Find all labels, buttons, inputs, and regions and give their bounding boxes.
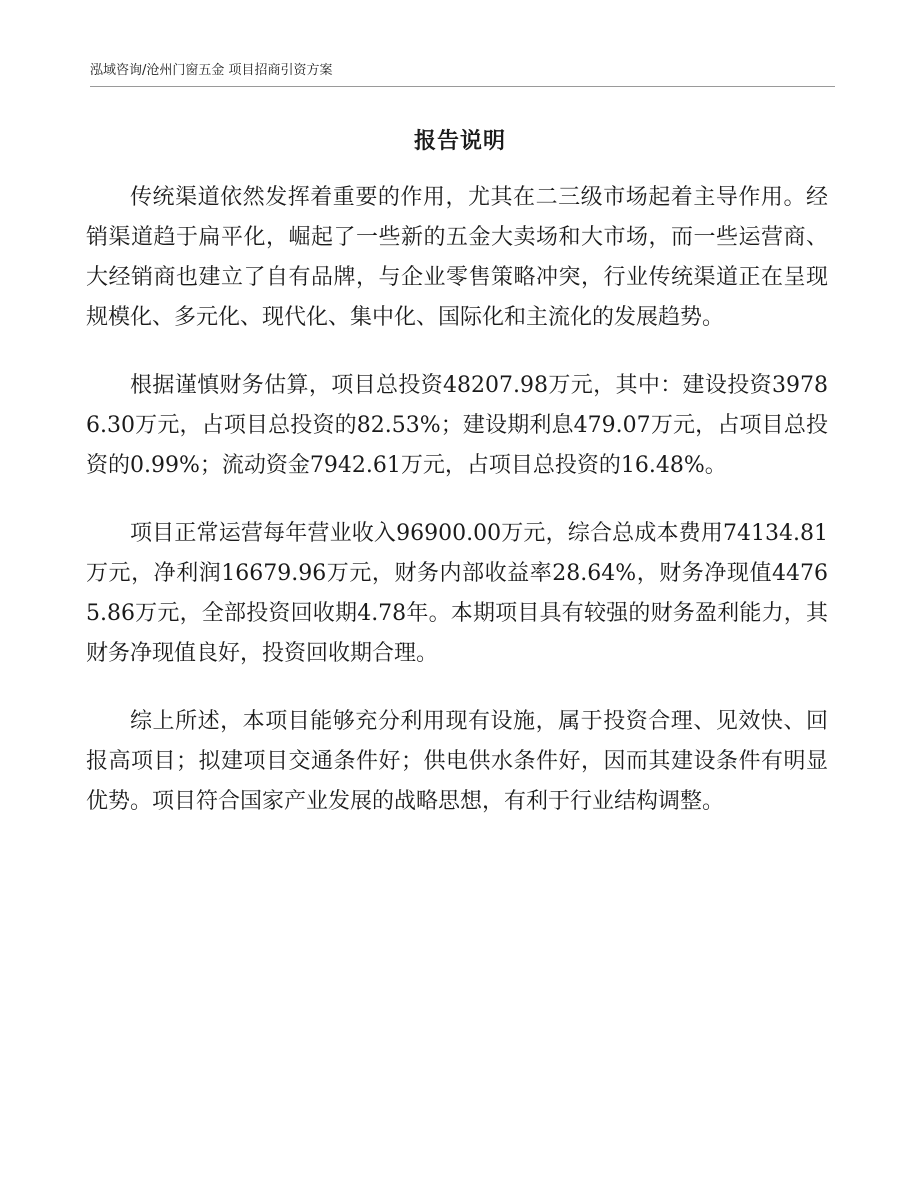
paragraph-conclusion: 综上所述，本项目能够充分利用现有设施，属于投资合理、见效快、回报高项目；拟建项目交通条件好；供电供水条件好，因而其建设条件有明显优势。项目符合国家产业发展的战略思想，有利于行业结构调整。	[86, 709, 828, 814]
paragraph-revenue: 项目正常运营每年营业收入96900.00万元，综合总成本费用74134.81万元，净利润16679.96万元，财务内部收益率28.64%，财务净现值44765.86万元，全部投资回收期4.78年。本期项目具有较强的财务盈利能力，其财务净现值良好，投资回收期合理。	[86, 521, 828, 666]
document-title: 报告说明	[413, 128, 506, 154]
running-header: 泓域咨询/沧州门窗五金 项目招商引资方案	[90, 62, 835, 87]
paragraph-channels: 传统渠道依然发挥着重要的作用，尤其在二三级市场起着主导作用。经销渠道趋于扁平化，崛起了一些新的五金大卖场和大市场，而一些运营商、大经销商也建立了自有品牌，与企业零售策略冲突，行业传统渠道正在呈现规模化、多元化、现代化、集中化、国际化和主流化的发展趋势。	[86, 185, 828, 330]
paragraph-investment: 根据谨慎财务估算，项目总投资48207.98万元，其中：建设投资39786.30万元，占项目总投资的82.53%；建设期利息479.07万元，占项目总投资的0.99%；流动资金7942.61万元，占项目总投资的16.48%。	[86, 373, 828, 478]
document-body	[86, 178, 828, 850]
